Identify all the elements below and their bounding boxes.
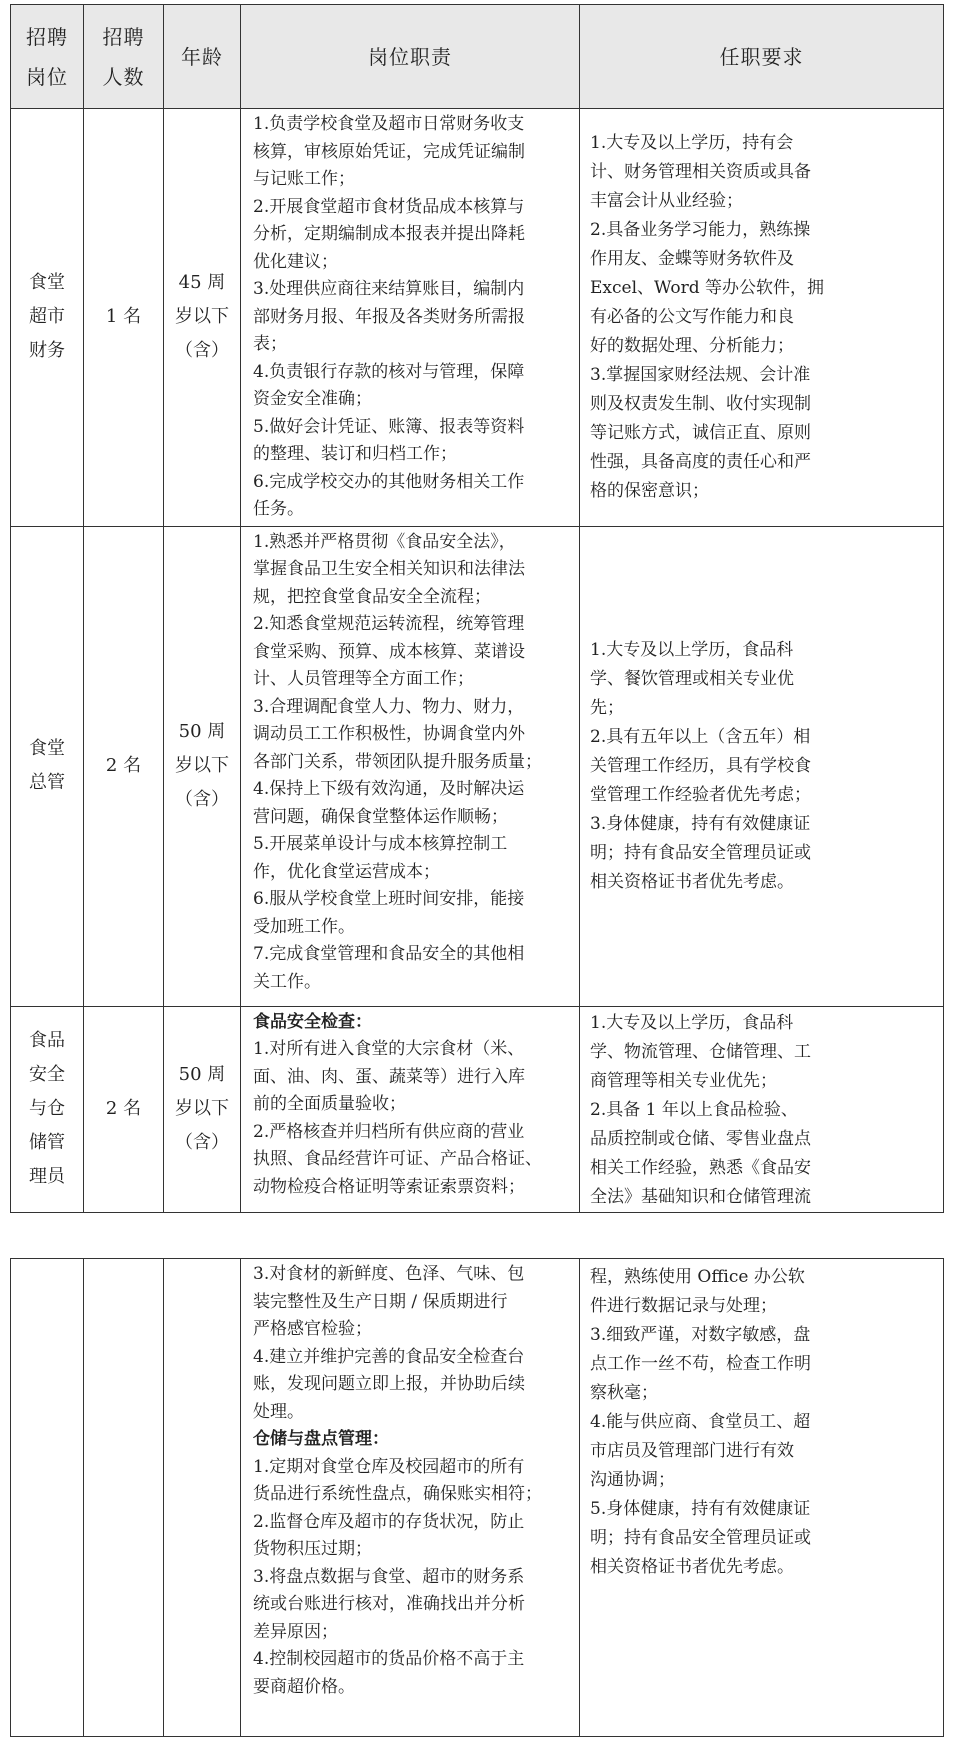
header-count: 招聘 人数 [84,5,164,109]
duties-cell: 1.熟悉并严格贯彻《食品安全法》， 掌握食品卫生安全相关知识和法律法 规，把控食堂食品安全全流程； 2.知悉食堂规范运转流程，统筹管理 食堂采购、预算、成本核算、菜谱设 计、人员管理等全方面工作； 3.合理调配食堂人力、物力、财力， 调动员工工作积极性，协调食堂内外 各部门关系，带领团队提升服务质量； 4.保持上下级有效沟通，及时解决运 营问题，确保食堂整体运作顺畅； 5.开展菜单设计与成本核算控制工 作，优化食堂运营成本； 6.服从学校食堂上班时间安排，能接 受加班工作。 7.完成食堂管理和食品安全的其他相 关工作。 [241,526,580,1006]
age-cell: 50 周 岁以下 （含） [164,1006,241,1212]
count-cell: 2 名 [84,526,164,1006]
duties-cell: 1.负责学校食堂及超市日常财务收支 核算，审核原始凭证，完成凭证编制 与记账工作； 2.开展食堂超市食材货品成本核算与 分析，定期编制成本报表并提出降耗 优化建议； 3.处理供应商往来结算账目，编制内 部财务月报、年报及各类财务所需报 表； 4.负责银行存款的核对与管理，保障 资金安全准确； 5.做好会计凭证、账簿、报表等资料 的整理、装订和归档工作； 6.完成学校交办的其他财务相关工作 任务。 [241,109,580,527]
position-cell: 食品 安全 与仓 储管 理员 [11,1006,84,1212]
age-cell [164,1259,241,1737]
age-cell: 45 周 岁以下 （含） [164,109,241,527]
count-cell: 1 名 [84,109,164,527]
position-cell [11,1259,84,1737]
header-row [11,5,944,109]
header-requirements: 任职要求 [580,5,944,109]
position-cell: 食堂 超市 财务 [11,109,84,527]
duties-cell: 食品安全检查： 1.对所有进入食堂的大宗食材（米、 面、油、肉、蛋、蔬菜等）进行入库 前的全面质量验收； 2.严格核查并归档所有供应商的营业 执照、食品经营许可证、产品合格证、 动物检疫合格证明等索证索票资料； [241,1006,580,1212]
section-heading: 食品安全检查： [253,1011,372,1032]
age-cell: 50 周 岁以下 （含） [164,526,241,1006]
position-cell: 食堂 总管 [11,526,84,1006]
count-cell [84,1259,164,1737]
requirements-cell: 1.大专及以上学历，食品科 学、餐饮管理或相关专业优 先； 2.具有五年以上（含五年）相 关管理工作经历，具有学校食 堂管理工作经验者优先考虑； 3.身体健康，持有有效健康证 明；持有食品安全管理员证或 相关资格证书者优先考虑。 [580,526,944,1006]
requirements-cell: 1.大专及以上学历，食品科 学、物流管理、仓储管理、工 商管理等相关专业优先； 2.具备 1 年以上食品检验、 品质控制或仓储、零售业盘点 相关工作经验，熟悉《食品安 全法》基础知识和仓储管理流 [580,1006,944,1212]
table-row [11,1259,944,1737]
count-cell: 2 名 [84,1006,164,1212]
header-duties: 岗位职责 [241,5,580,109]
duties-cell: 3.对食材的新鲜度、色泽、气味、包 装完整性及生产日期 / 保质期进行 严格感官检验； 4.建立并维护完善的食品安全检查台 账，发现问题立即上报，并协助后续 处理。 仓储与盘点管理： 1.定期对食堂仓库及校园超市的所有 货品进行系统性盘点，确保账实相符； 2.监督仓库及超市的存货状况，防止 货物积压过期； 3.将盘点数据与食堂、超市的财务系 统或台账进行核对，准确找出并分析 差异原因； 4.控制校园超市的货品价格不高于主 要商超价格。 [241,1259,580,1737]
table-row [11,1006,944,1212]
header-age: 年龄 [164,5,241,109]
table-row [11,526,944,1006]
table-row [11,109,944,527]
section-heading: 仓储与盘点管理： [253,1429,389,1449]
recruitment-table [10,4,944,1213]
continuation-table [10,1258,944,1737]
requirements-cell: 程，熟练使用 Office 办公软 件进行数据记录与处理； 3.细致严谨，对数字敏感，盘 点工作一丝不苟，检查工作明 察秋毫； 4.能与供应商、食堂员工、超 市店员及管理部门进行有效 沟通协调； 5.身体健康，持有有效健康证 明；持有食品安全管理员证或 相关资格证书者优先考虑。 [580,1259,944,1737]
header-position: 招聘 岗位 [11,5,84,109]
requirements-cell: 1.大专及以上学历，持有会 计、财务管理相关资质或具备 丰富会计从业经验； 2.具备业务学习能力，熟练操 作用友、金蝶等财务软件及 Excel、Word 等办公软件，拥 有必备的公文写作能力和良 好的数据处理、分析能力； 3.掌握国家财经法规、会计准 则及权责发生制、收付实现制 等记账方式，诚信正直、原则 性强，具备高度的责任心和严 格的保密意识； [580,109,944,527]
